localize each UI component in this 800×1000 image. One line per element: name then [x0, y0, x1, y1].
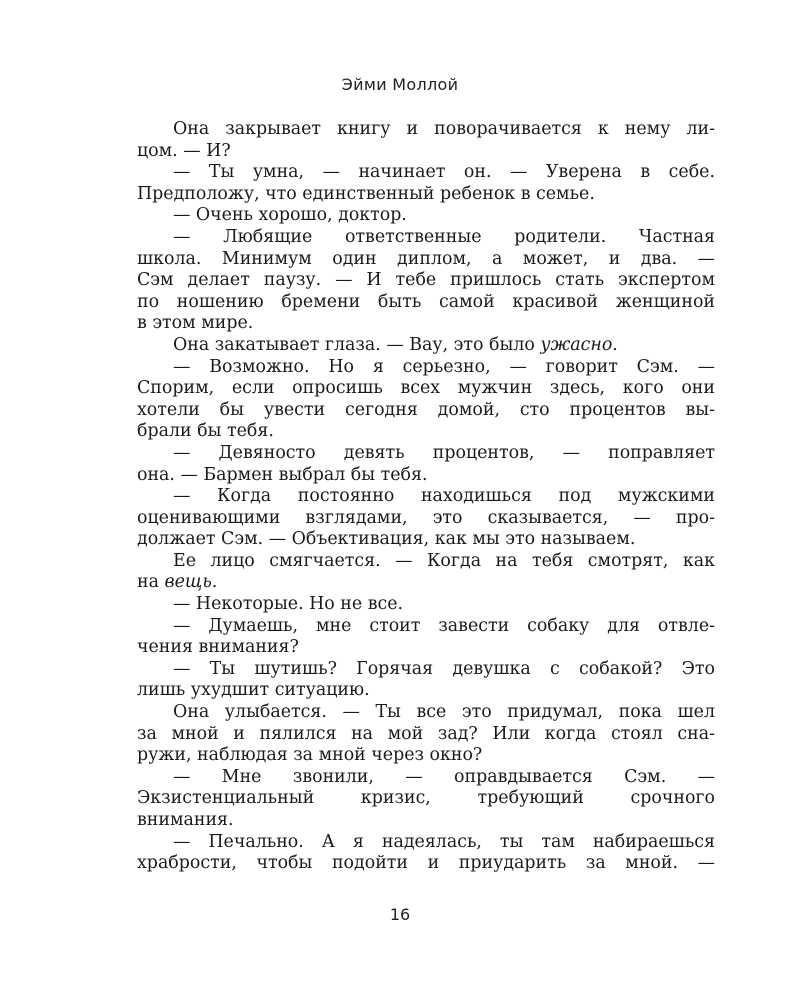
text-line: Ее лицо смягчается. — Когда на тебя смотрят, как [173, 550, 715, 571]
text-line: — Печально. А я надеялась, ты там набираешься [173, 831, 715, 852]
text-line: Она улыбается. — Ты все это придумал, пока шел [173, 702, 715, 723]
text-line: храбрости, чтобы подойти и приударить за мной. — [137, 853, 715, 874]
text-line: брали бы тебя. [137, 421, 274, 442]
text-line: — Думаешь, мне стоит завести собаку для отвле- [173, 615, 715, 636]
text-line: Экзистенциальный кризис, требующий срочного [137, 788, 715, 809]
body-text [137, 119, 715, 875]
text-line: Она закрывает книгу и поворачивается к нему ли- [173, 119, 715, 139]
page-number: 16 [389, 905, 411, 924]
running-head-author: Эйми Моллой [341, 75, 459, 94]
text-line: оценивающими взглядами, это сказывается, — про- [137, 507, 715, 528]
text-line: Спорим, если опросишь всех мужчин здесь, кого они [137, 378, 715, 399]
text-line: чения внимания? [137, 637, 299, 658]
text-line: — Мне звонили, — оправдывается Сэм. — [173, 766, 715, 787]
text-line: школа. Минимум один диплом, а может, и два. — [137, 248, 715, 269]
text-line: должает Сэм. — Объективация, как мы это называем. [137, 529, 636, 550]
text-line: — Очень хорошо, доктор. [173, 205, 407, 226]
text-segment: Она закатывает глаза. — Вау, это было [173, 334, 541, 355]
text-segment: . [211, 572, 218, 593]
text-line: цом. — И? [137, 140, 231, 161]
text-segment: . [612, 334, 618, 355]
text-line: — Когда постоянно находишься под мужскими [173, 486, 715, 507]
text-line: по ношению бремени быть самой красивой женщиной [137, 291, 715, 312]
text-line [137, 335, 715, 357]
text-line: — Девяносто девять процентов, — поправляет [173, 442, 715, 463]
text-line: лишь ухудшит ситуацию. [137, 680, 370, 701]
text-line: за мной и пялился на мой зад? Или когда стоял сна- [137, 723, 715, 744]
text-line: Сэм делает паузу. — И тебе пришлось стать экспертом [137, 270, 715, 291]
text-line [137, 572, 715, 594]
text-line: — Ты шутишь? Горячая девушка с собакой? Это [173, 658, 715, 679]
text-segment: на [137, 572, 165, 593]
italic-text: ужасно [540, 334, 613, 355]
text-line: внимания. [137, 810, 234, 830]
text-line: ружи, наблюдая за мной через окно? [137, 745, 483, 766]
text-line: Предположу, что единственный ребенок в семье. [137, 183, 595, 204]
text-line: хотели бы увести сегодня домой, сто процентов вы- [137, 399, 715, 420]
text-line: — Некоторые. Но не все. [173, 594, 404, 615]
text-line: она. — Бармен выбрал бы тебя. [137, 464, 428, 485]
text-line: — Любящие ответственные родители. Частная [173, 226, 715, 247]
text-line: — Ты умна, — начинает он. — Уверена в себе. [173, 162, 715, 183]
italic-text: вещь [164, 572, 212, 593]
text-line: — Возможно. Но я серьезно, — говорит Сэм. — [173, 356, 715, 377]
text-line: в этом мире. [137, 313, 254, 334]
